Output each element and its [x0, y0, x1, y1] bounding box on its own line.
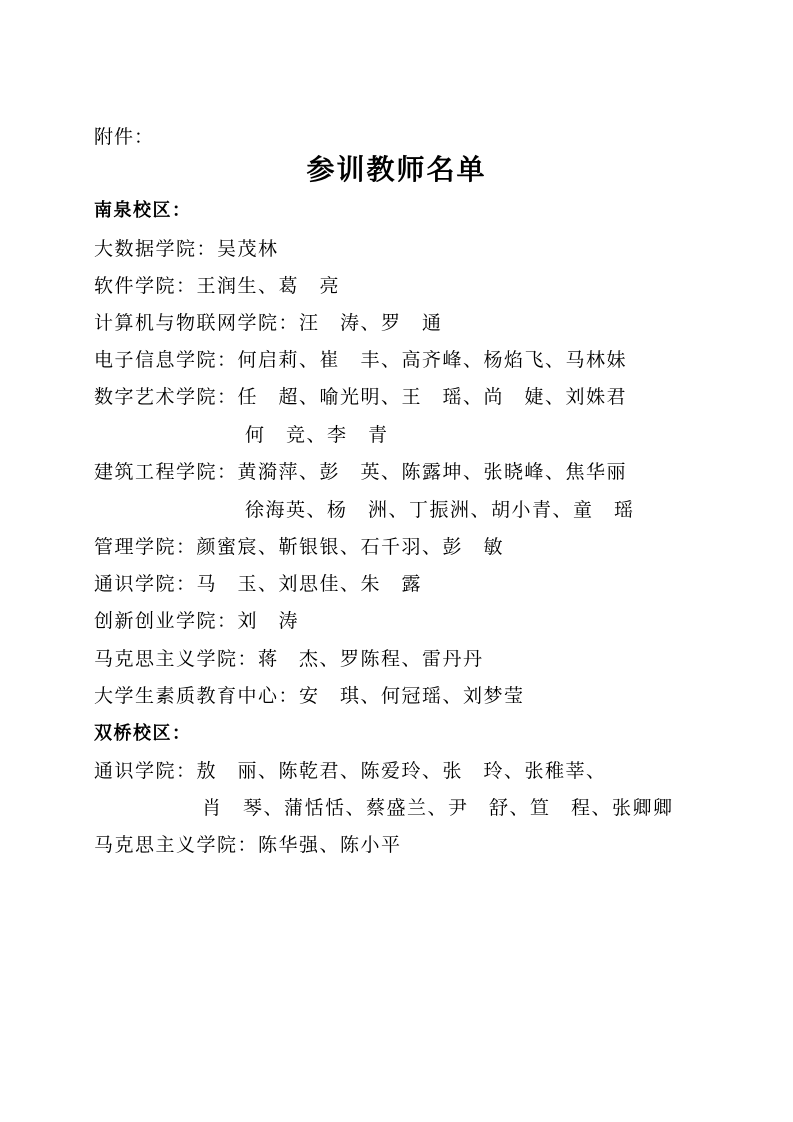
- teacher-names: 蒋 杰、罗陈程、雷丹丹: [258, 648, 484, 670]
- teacher-names-continued: 徐海英、杨 洲、丁振洲、胡小青、童 瑶: [245, 499, 635, 521]
- department-name: 电子信息学院：: [94, 349, 238, 371]
- department-row: [94, 346, 627, 374]
- department-name: 数字艺术学院：: [94, 386, 238, 408]
- department-row: [94, 272, 340, 300]
- teacher-names: 陈华强、陈小平: [258, 834, 402, 856]
- department-row: [94, 757, 607, 785]
- department-name: 马克思主义学院：: [94, 648, 259, 670]
- teacher-names: 安 琪、何冠瑶、刘梦莹: [299, 685, 525, 707]
- department-name: 大数据学院：: [94, 238, 218, 260]
- teacher-names-continued: 肖 琴、蒲恬恬、蔡盛兰、尹 舒、笪 程、张卿卿: [202, 797, 674, 819]
- department-row: [94, 570, 422, 598]
- teacher-names: 任 超、喻光明、王 瑶、尚 婕、刘姝君: [237, 386, 628, 408]
- campus-heading-nanquan: 南泉校区：: [94, 200, 192, 221]
- department-name: 计算机与物联网学院：: [94, 312, 300, 334]
- department-row: [94, 533, 504, 561]
- teacher-names-continued: 何 竞、李 青: [245, 424, 389, 446]
- department-row: [94, 458, 627, 486]
- department-row: [94, 383, 627, 411]
- teacher-names: 王润生、葛 亮: [196, 275, 341, 297]
- department-name: 建筑工程学院：: [94, 461, 238, 483]
- department-name: 大学生素质教育中心：: [94, 685, 300, 707]
- department-row: [94, 645, 484, 673]
- campus-heading-shuangqiao: 双桥校区：: [94, 723, 192, 744]
- department-name: 通识学院：: [94, 573, 197, 595]
- teacher-names: 何启莉、崔 丰、高齐峰、杨焰飞、马林妹: [237, 349, 628, 371]
- department-name: 创新创业学院：: [94, 610, 238, 632]
- department-name: 管理学院：: [94, 536, 197, 558]
- department-row: [94, 607, 299, 635]
- department-row: [94, 235, 279, 263]
- department-name: 通识学院：: [94, 760, 197, 782]
- department-row: [94, 682, 525, 710]
- document-title: 参训教师名单: [306, 153, 487, 186]
- department-row: [94, 831, 402, 859]
- teacher-names: 黄漪萍、彭 英、陈露坤、张晓峰、焦华丽: [237, 461, 628, 483]
- teacher-names: 汪 涛、罗 通: [299, 312, 443, 334]
- teacher-names: 马 玉、刘思佳、朱 露: [196, 573, 423, 595]
- teacher-names: 敖 丽、陈乾君、陈爱玲、张 玲、张稚莘、: [196, 760, 607, 782]
- teacher-names: 吴茂林: [217, 238, 279, 260]
- department-row: [94, 309, 443, 337]
- teacher-names: 刘 涛: [237, 610, 300, 632]
- department-name: 软件学院：: [94, 275, 197, 297]
- teacher-names: 颜蜜宸、靳银银、石千羽、彭 敏: [196, 536, 505, 558]
- department-name: 马克思主义学院：: [94, 834, 259, 856]
- attachment-label: 附件：: [94, 126, 155, 148]
